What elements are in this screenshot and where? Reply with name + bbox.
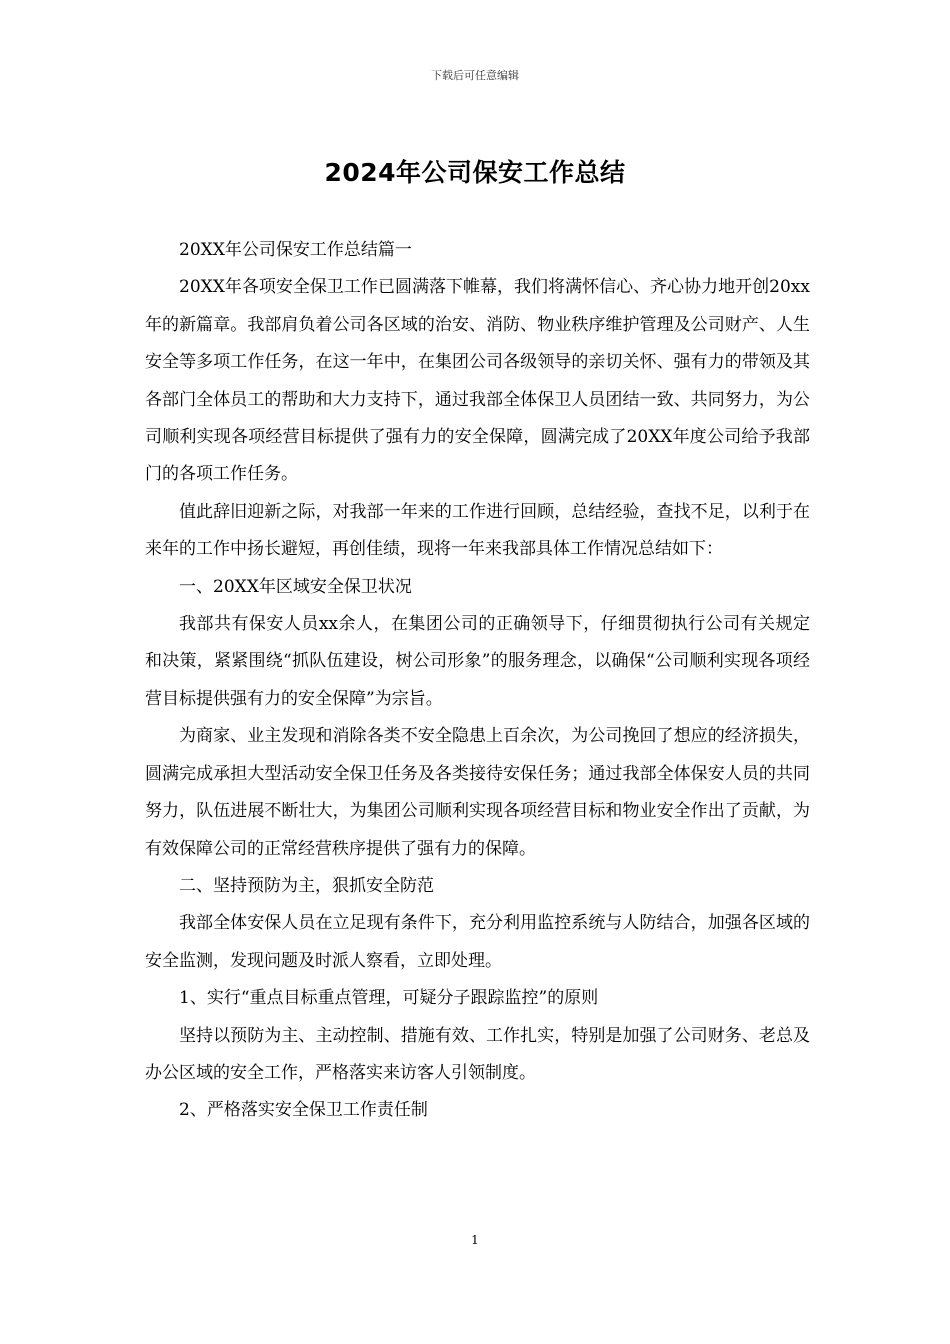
paragraph: 我部共有保安人员xx余人，在集团公司的正确领导下，仔细贯彻执行公司有关规定和决策，紧紧围绕“抓队伍建设，树公司形象”的服务理念，以确保“公司顺利实现各项经营目标提供强有力的安全保障”为宗旨。 <box>145 614 810 709</box>
paragraph: 我部全体安保人员在立足现有条件下，充分利用监控系统与人防结合，加强各区域的安全监测，发现问题及时派人察看，立即处理。 <box>145 913 810 971</box>
paragraph-heading-1: 一、20XX年区域安全保卫状况 <box>179 576 412 597</box>
document-title: 2024年公司保安工作总结 <box>324 158 626 187</box>
paragraph-heading-2: 二、坚持预防为主，狠抓安全防范 <box>179 875 434 896</box>
paragraph-subheading-1: 1、实行“重点目标重点管理，可疑分子跟踪监控”的原则 <box>179 988 599 1009</box>
paragraph-subheading-2: 2、严格落实安全保卫工作责任制 <box>179 1100 428 1121</box>
paragraph: 为商家、业主发现和消除各类不安全隐患上百余次，为公司挽回了想应的经济损失，圆满完成承担大型活动安全保卫任务及各类接待安保任务；通过我部全体保安人员的共同努力，队伍进展不断壮大，为集团公司顺利实现各项经营目标和物业安全作出了贡献，为有效保障公司的正常经营秩序提供了强有力的保障。 <box>145 726 810 859</box>
paragraph: 20XX年各项安全保卫工作已圆满落下帷幕，我们将满怀信心、齐心协力地开创20xx年的新篇章。我部肩负着公司各区域的治安、消防、物业秩序维护管理及公司财产、人生安全等多项工作任务，在这一年中，在集团公司各级领导的亲切关怀、强有力的带领及其各部门全体员工的帮助和大力支持下，通过我部全体保卫人员团结一致、共同努力，为公司顺利实现各项经营目标提供了强有力的安全保障，圆满完成了20XX年度公司给予我部门的各项工作任务。 <box>145 277 810 485</box>
paragraph: 坚持以预防为主、主动控制、措施有效、工作扎实，特别是加强了公司财务、老总及办公区域的安全工作，严格落实来访客人引领制度。 <box>145 1025 810 1083</box>
paragraph: 值此辞旧迎新之际，对我部一年来的工作进行回顾，总结经验，查找不足，以利于在来年的工作中扬长避短，再创佳绩，现将一年来我部具体工作情况总结如下： <box>145 501 810 560</box>
page-number: 1 <box>471 1233 479 1247</box>
document-body <box>145 232 810 1130</box>
paragraph-section-heading: 20XX年公司保安工作总结篇一 <box>179 240 412 260</box>
header-note: 下载后可任意编辑 <box>431 69 519 82</box>
